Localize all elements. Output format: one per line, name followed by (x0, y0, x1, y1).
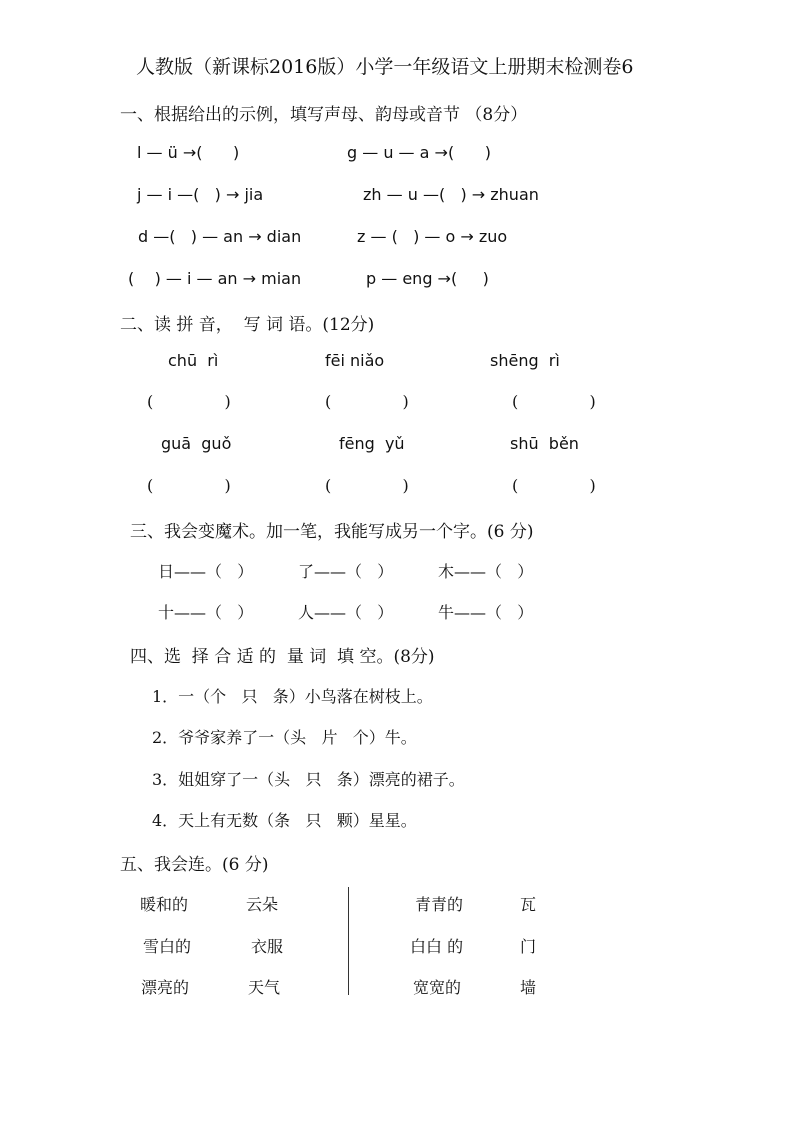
pinyin-feiniao: fēi niǎo (325, 351, 385, 370)
pinyin-shuben: shū běn (510, 434, 579, 453)
pinyin-fengyu: fēng yǔ (339, 434, 405, 453)
pinyin-guaguo: guā guǒ (161, 434, 232, 453)
s1-row3-right: z — ( ) — o → zuo (357, 227, 508, 246)
section2-heading: 二、读 拼 音， 写 词 语。(12分) (120, 315, 375, 335)
s3-row1-item1: 日——（ ） (158, 562, 254, 581)
s5-left-a-3: 漂亮的 (141, 978, 190, 997)
s1-row2-left: j — i —( ) → jia (137, 185, 264, 204)
s5-right-b-2: 门 (520, 937, 537, 956)
s4-item-3: 3．姐姐穿了一（头 只 条）漂亮的裙子。 (152, 770, 465, 789)
s5-left-a-1: 暖和的 (140, 895, 189, 914)
s1-row1-left: l — ü →( ) (137, 143, 240, 162)
s4-item-2: 2．爷爷家养了一（头 片 个）牛。 (152, 728, 417, 747)
s3-row2-item3: 牛——（ ） (438, 603, 534, 622)
s5-right-b-1: 瓦 (520, 895, 537, 914)
s5-left-b-2: 衣服 (251, 937, 284, 956)
s5-right-b-3: 墙 (520, 978, 537, 997)
answer-blank[interactable]: ( ) (147, 476, 231, 495)
s5-left-b-1: 云朵 (246, 895, 279, 914)
page-title: 人教版（新课标2016版）小学一年级语文上册期末检测卷6 (136, 56, 634, 78)
s3-row1-item2: 了——（ ） (298, 562, 394, 581)
pinyin-shengri: shēng rì (490, 351, 560, 370)
answer-blank[interactable]: ( ) (325, 476, 409, 495)
pinyin-churi: chū rì (168, 351, 219, 370)
section1-heading: 一、根据给出的示例，填写声母、韵母或音节 （8分） (120, 105, 528, 125)
section3-heading: 三、我会变魔术。加一笔，我能写成另一个字。(6 分) (130, 522, 534, 542)
s3-row2-item1: 十——（ ） (158, 603, 254, 622)
s3-row2-item2: 人——（ ） (298, 603, 394, 622)
answer-blank[interactable]: ( ) (325, 392, 409, 411)
s1-row3-left: d —( ) — an → dian (138, 227, 302, 246)
s1-row4-left: ( ) — i — an → mian (128, 269, 302, 288)
s5-right-a-3: 宽宽的 (413, 978, 462, 997)
answer-blank[interactable]: ( ) (147, 392, 231, 411)
s1-row4-right: p — eng →( ) (366, 269, 489, 288)
s5-right-a-1: 青青的 (415, 895, 464, 914)
s5-left-a-2: 雪白的 (143, 937, 192, 956)
answer-blank[interactable]: ( ) (512, 476, 596, 495)
s5-right-a-2: 白白 的 (410, 937, 464, 956)
s3-row1-item3: 木——（ ） (438, 562, 534, 581)
s1-row2-right: zh — u —( ) → zhuan (363, 185, 539, 204)
section5-heading: 五、我会连。(6 分) (120, 855, 269, 875)
s4-item-4: 4．天上有无数（条 只 颗）星星。 (152, 811, 417, 830)
s1-row1-right: g — u — a →( ) (347, 143, 491, 162)
s4-item-1: 1．一（个 只 条）小鸟落在树枝上。 (152, 687, 433, 706)
section4-heading: 四、选 择 合 适 的 量 词 填 空。(8分) (130, 647, 435, 667)
column-divider (348, 887, 349, 995)
s5-left-b-3: 天气 (248, 978, 281, 997)
answer-blank[interactable]: ( ) (512, 392, 596, 411)
